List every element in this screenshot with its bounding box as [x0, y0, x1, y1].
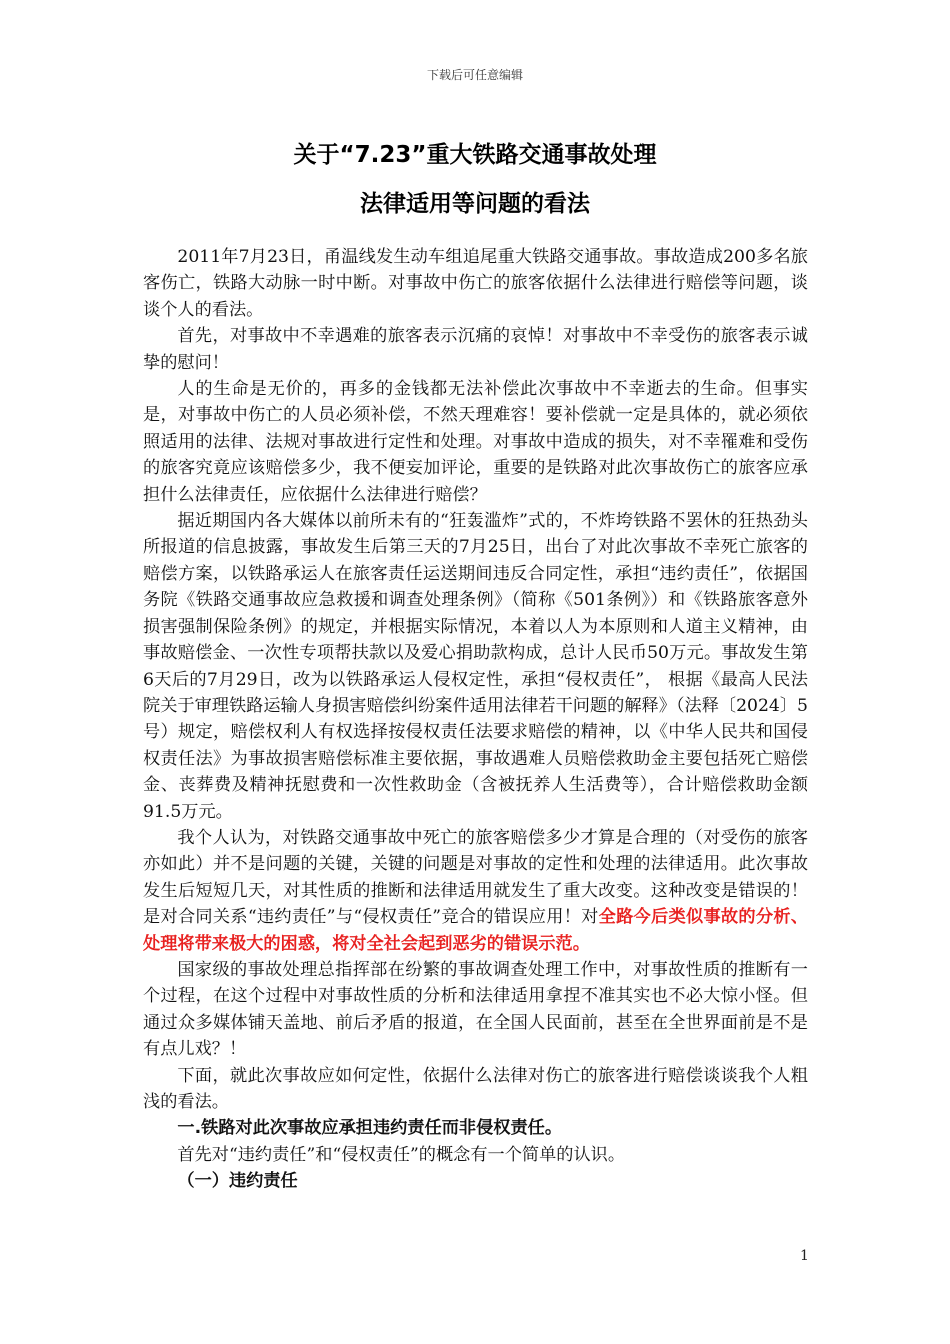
section-heading-1: 一.铁路对此次事故应承担违约责任而非侵权责任。: [177, 1118, 563, 1139]
paragraph-7: 下面，就此次事故应如何定性，依据什么法律对伤亡的旅客进行赔偿谈谈我个人粗浅的看法。: [143, 1065, 808, 1112]
paragraph-1: 2011年7月23日，甬温线发生动车组追尾重大铁路交通事故。事故造成200多名旅客伤亡，铁路大动脉一时中断。对事故中伤亡的旅客依据什么法律进行赔偿等问题，谈谈个人的看法。: [143, 247, 808, 320]
paragraph-4: 据近期国内各大媒体以前所未有的“狂轰滥炸”式的，不炸垮铁路不罢休的狂热劲头所报道的信息披露，事故发生后第三天的7月25日，出台了对此次事故不幸死亡旅客的赔偿方案，以铁路承运人在旅客责任运送期间违反合同定性，承担“违约责任”，依据国务院《铁路交通事故应急救援和调查处理条例》（简称《501条例》）和《铁路旅客意外损害强制保险条例》的规定，并根据实际情况，本着以人为本原则和人道主义精神，由事故赔偿金、一次性专项帮扶款以及爱心捐助款构成，总计人民币50万元。事故发生第6天后的7月29日，改为以铁路承运人侵权定性，承担“侵权责任”， 根据《最高人民法院关于审理铁路运输人身损害赔偿纠纷案件适用法律若干问题的解释》（法释〔2024〕5号）规定，赔偿权利人有权选择按侵权责任法要求赔偿的精神，以《中华人民共和国侵权责任法》为事故损害赔偿标准主要依据，事故遇难人员赔偿救助金主要包括死亡赔偿金、丧葬费及精神抚慰费和一次性救助金（含被抚养人生活费等），合计赔偿救助金额91.5万元。: [143, 511, 808, 822]
paragraph-6: 国家级的事故处理总指挥部在纷繁的事故调查处理工作中，对事故性质的推断有一个过程，在这个过程中对事故性质的分析和法律适用拿捏不准其实也不必大惊小怪。但通过众多媒体铺天盖地、前后矛盾的报道，在全国人民面前，甚至在全世界面前是不是有点儿戏？！: [143, 959, 808, 1060]
paragraph-8: 首先对“违约责任”和“侵权责任”的概念有一个简单的认识。: [177, 1144, 626, 1165]
paragraph-3: 人的生命是无价的，再多的金钱都无法补偿此次事故中不幸逝去的生命。但事实是，对事故中伤亡的人员必须补偿，不然天理难容！要补偿就一定是具体的，就必须依照适用的法律、法规对事故进行定性和处理。对事故中造成的损失，对不幸罹难和受伤的旅客究竟应该赔偿多少，我不便妄加评论，重要的是铁路对此次事故伤亡的旅客应承担什么法律责任，应依据什么法律进行赔偿？: [143, 379, 808, 505]
paragraph-5: [143, 825, 808, 957]
document-body: [143, 244, 808, 1195]
header-note: 下载后可任意编辑: [426, 68, 523, 82]
paragraph-5-emphasis: 全路今后类似事故的分析、处理将带来极大的困惑，将对全社会起到恶劣的错误示范。: [143, 907, 808, 954]
document-title-line-1: 关于“7.23”重大铁路交通事故处理: [293, 142, 657, 168]
subsection-heading-1: （一）违约责任: [177, 1171, 298, 1192]
paragraph-2: 首先，对事故中不幸遇难的旅客表示沉痛的哀悼！对事故中不幸受伤的旅客表示诚挚的慰问！: [143, 326, 808, 373]
paragraph-5-text: 我个人认为，对铁路交通事故中死亡的旅客赔偿多少才算是合理的（对受伤的旅客亦如此）并不是问题的关键，关键的问题是对事故的定性和处理的法律适用。此次事故发生后短短几天，对其性质的推断和法律适用就发生了重大改变。这种改变是错误的！是对合同关系“违约责任”与“侵权责任”竞合的错误应用！对: [143, 827, 808, 928]
document-title-line-2: 法律适用等问题的看法: [360, 191, 590, 217]
page-number: 1: [800, 1248, 809, 1264]
